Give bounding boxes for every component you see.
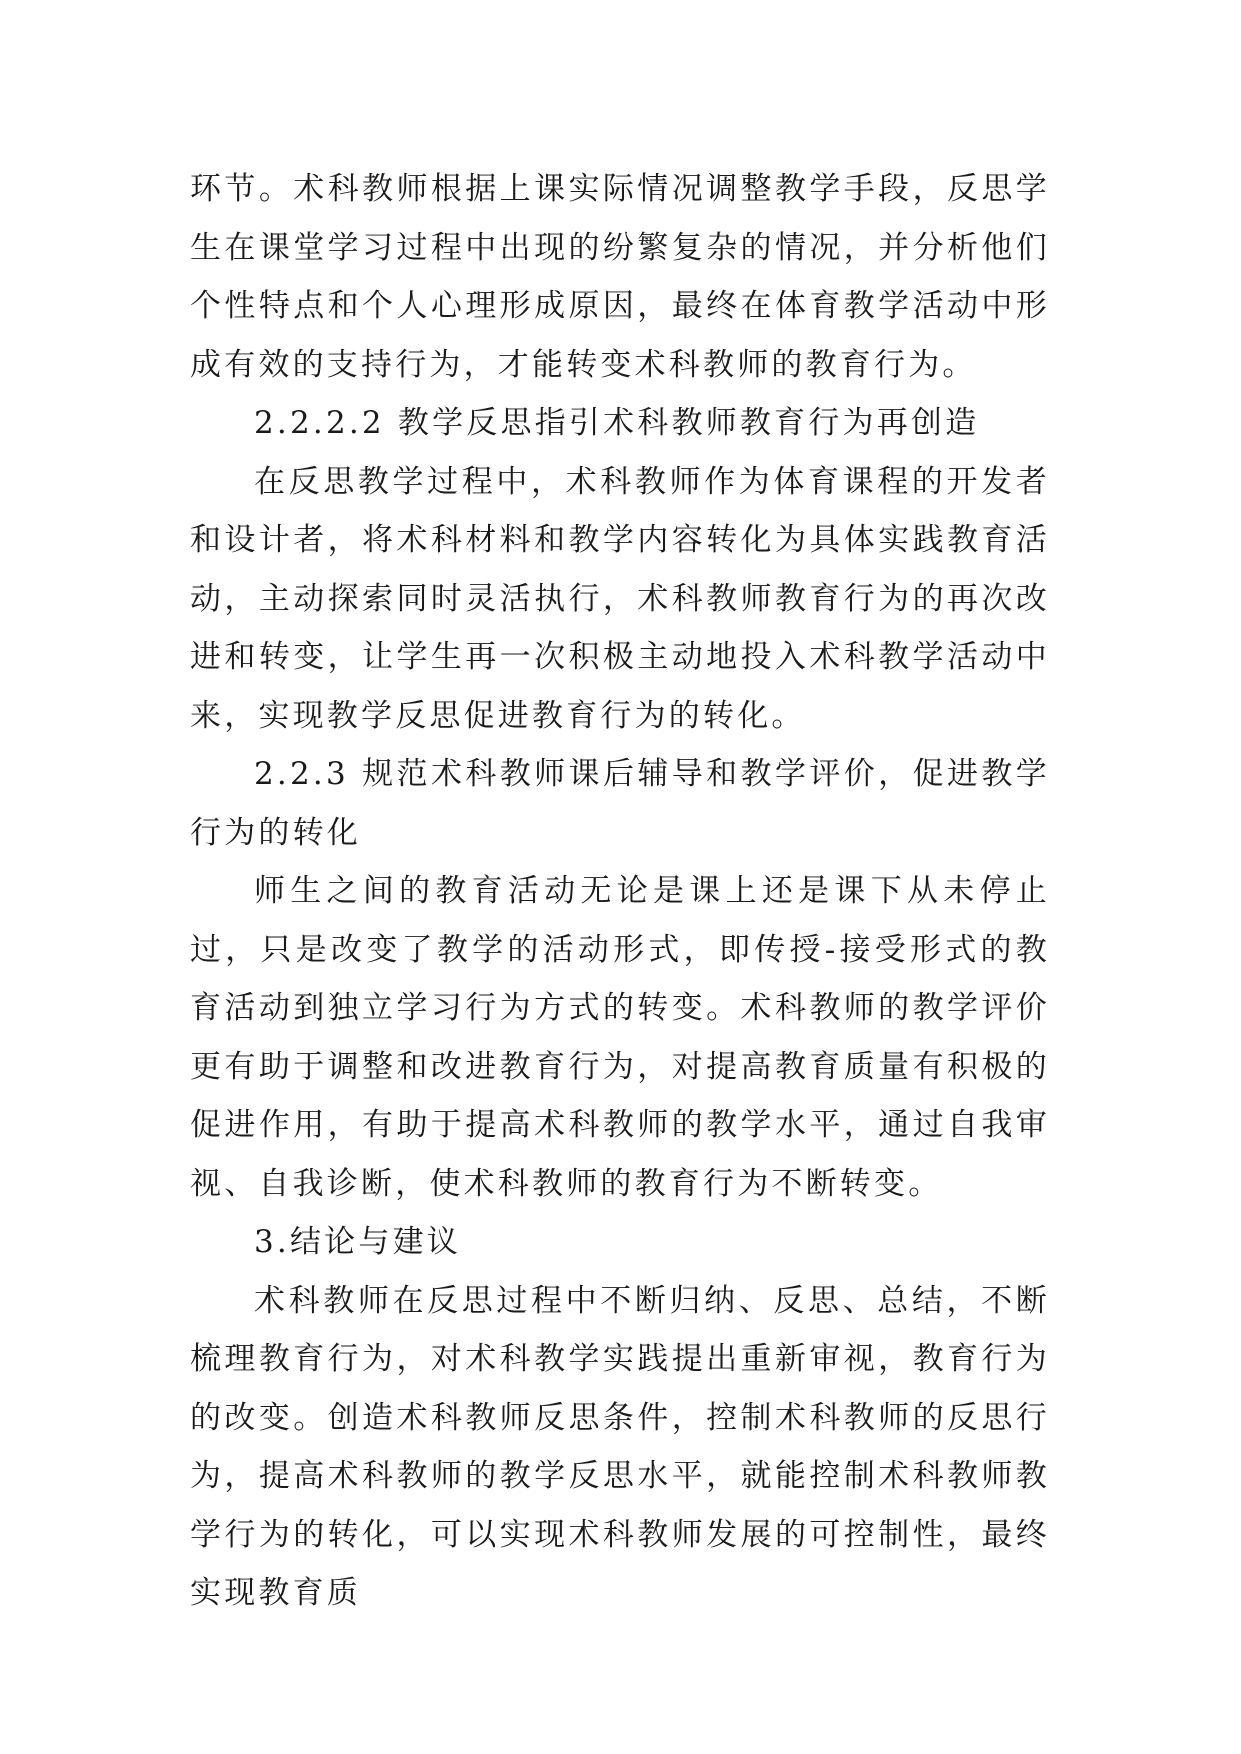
document-body <box>190 160 1050 1623</box>
section-heading-2-2-2-2: 2.2.2.2 教学反思指引术科教师教育行为再创造 <box>254 405 980 441</box>
paragraph-evaluation: 师生之间的教育活动无论是课上还是课下从未停止过，只是改变了教学的活动形式，即传授-接受形式的教育活动到独立学习行为方式的转变。术科教师的教学评价更有助于调整和改进教育行为，对提高教育质量有积极的促进作用，有助于提高术科教师的教学水平，通过自我审视、自我诊断，使术科教师的教育行为不断转变。 <box>190 873 1050 1202</box>
paragraph-conclusion: 术科教师在反思过程中不断归纳、反思、总结，不断梳理教育行为，对术科教学实践提出重新审视，教育行为的改变。创造术科教师反思条件，控制术科教师的反思行为，提高术科教师的教学反思水平，就能控制术科教师教学行为的转化，可以实现术科教师发展的可控制性，最终实现教育质 <box>190 1282 1050 1611</box>
paragraph-continued: 环节。术科教师根据上课实际情况调整教学手段，反思学生在课堂学习过程中出现的纷繁复杂的情况，并分析他们个性特点和个人心理形成原因，最终在体育教学活动中形成有效的支持行为，才能转变术科教师的教育行为。 <box>190 171 1050 383</box>
section-heading-conclusion: 3.结论与建议 <box>254 1224 461 1260</box>
paragraph-reflection-guidance: 在反思教学过程中，术科教师作为体育课程的开发者和设计者，将术科材料和教学内容转化为具体实践教育活动，主动探索同时灵活执行，术科教师教育行为的再次改进和转变，让学生再一次积极主动地投入术科教学活动中来，实现教学反思促进教育行为的转化。 <box>190 463 1050 734</box>
section-heading-2-2-3: 2.2.3 规范术科教师课后辅导和教学评价，促进教学行为的转化 <box>190 756 1050 851</box>
